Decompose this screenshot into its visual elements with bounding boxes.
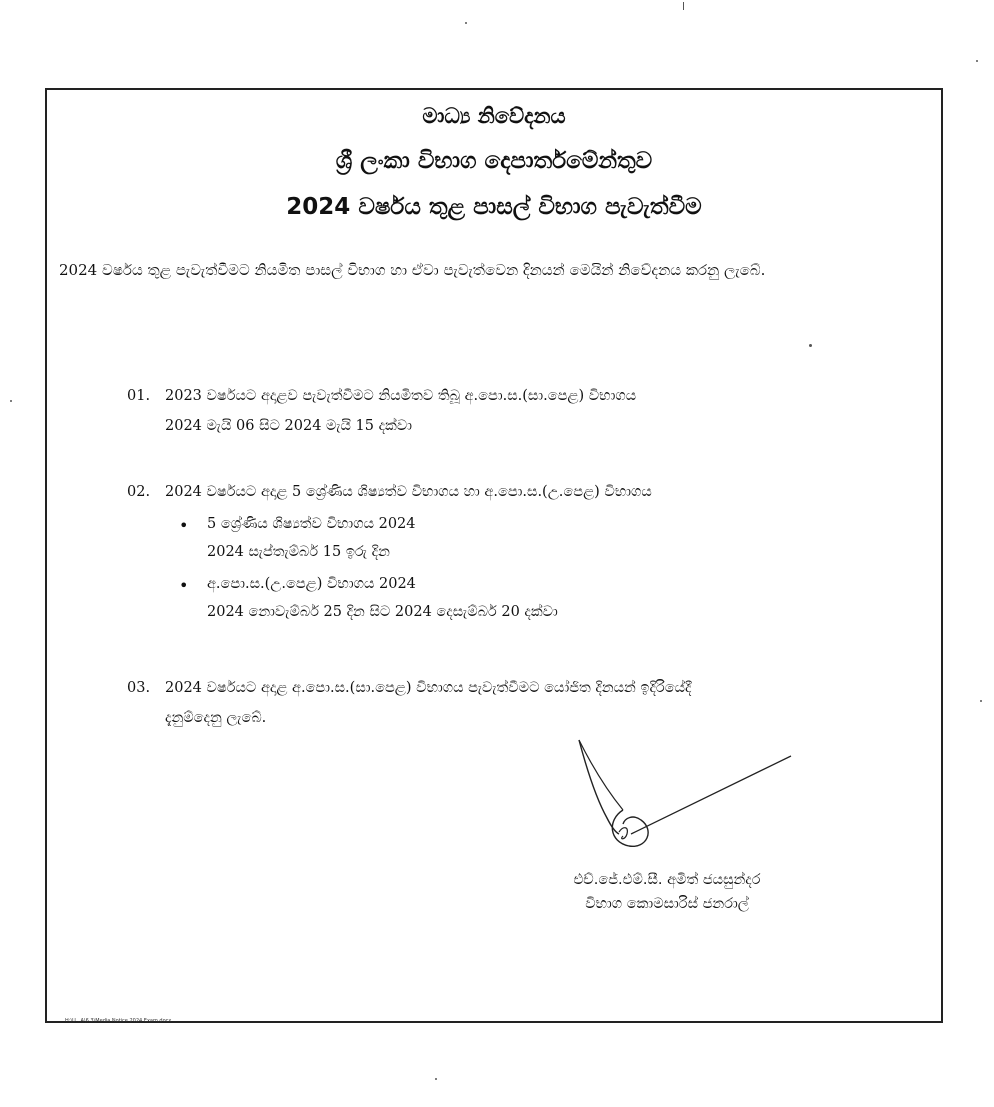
notice-frame bbox=[45, 88, 943, 1023]
scan-speck bbox=[976, 60, 978, 62]
list-item-02 bbox=[127, 478, 887, 638]
notice-title: මාධ්‍ය නිවේදනය bbox=[422, 104, 566, 128]
scan-speck bbox=[683, 2, 684, 10]
item-number: 02. bbox=[127, 484, 151, 500]
notice-subject: 2024 වර්ෂය තුළ පාසල් විභාග පැවැත්වීම bbox=[286, 194, 702, 220]
bullet-icon: • bbox=[179, 576, 189, 595]
item-line: 2023 වර්ෂයට අදාළව පැවැත්වීමට නියමිතව තිබූ අ.පො.ස.(සා.පෙළ) විභාගය bbox=[165, 388, 637, 404]
scan-speck bbox=[809, 344, 812, 347]
bullet-title: 5 ශ්‍රේණිය ශිෂ්‍යත්ව විභාගය 2024 bbox=[207, 516, 416, 532]
bullet-date: 2024 නොවැම්බර් 25 දින සිට 2024 දෙසැම්බර් 20 දක්වා bbox=[207, 604, 558, 620]
file-path-footer: H:\U . A\6.3\Media Notice 2024 Exam.docx bbox=[65, 1018, 172, 1024]
signatory-name: එච්.ජේ.එම්.සී. අමිත් ජයසුන්දර bbox=[573, 872, 761, 888]
list-item-01 bbox=[127, 382, 887, 452]
bullet-icon: • bbox=[179, 516, 189, 535]
item-line: දැනුම්දෙනු ලැබේ. bbox=[165, 710, 267, 726]
signatory-title: විභාග කොමසාරිස් ජනරාල් bbox=[585, 896, 749, 912]
bullet-date: 2024 සැප්තැම්බර් 15 ඉරු දින bbox=[207, 544, 390, 560]
item-line: 2024 වර්ෂයට අදාළ අ.පො.ස.(සා.පෙළ) විභාගය පැවැත්වීමට යෝජිත දිනයන් ඉදිරියේදී bbox=[165, 680, 692, 696]
intro-paragraph: 2024 වර්ෂය තුළ පැවැත්වීමට නියමිත පාසල් විභාග හා ඒවා පැවැත්වෙන දිනයන් මෙයින් නිවේදනය කරනු ලැබේ. bbox=[59, 261, 766, 279]
item-number: 03. bbox=[127, 680, 151, 696]
department-name: ශ්‍රී ලංකා විභාග දෙපාර්තමේන්තුව bbox=[335, 148, 653, 174]
signature-mark bbox=[567, 730, 807, 860]
scan-speck bbox=[465, 22, 467, 24]
scan-speck bbox=[980, 700, 982, 702]
scan-speck bbox=[10, 400, 12, 402]
bullet-title: අ.පො.ස.(උ.පෙළ) විභාගය 2024 bbox=[207, 576, 416, 592]
item-number: 01. bbox=[127, 388, 151, 404]
item-line: 2024 වර්ෂයට අදාළ 5 ශ්‍රේණිය ශිෂ්‍යත්ව විභාගය හා අ.පො.ස.(උ.පෙළ) විභාගය bbox=[165, 484, 652, 500]
item-line: 2024 මැයි 06 සිට 2024 මැයි 15 දක්වා bbox=[165, 418, 413, 434]
scan-speck bbox=[435, 1078, 437, 1080]
